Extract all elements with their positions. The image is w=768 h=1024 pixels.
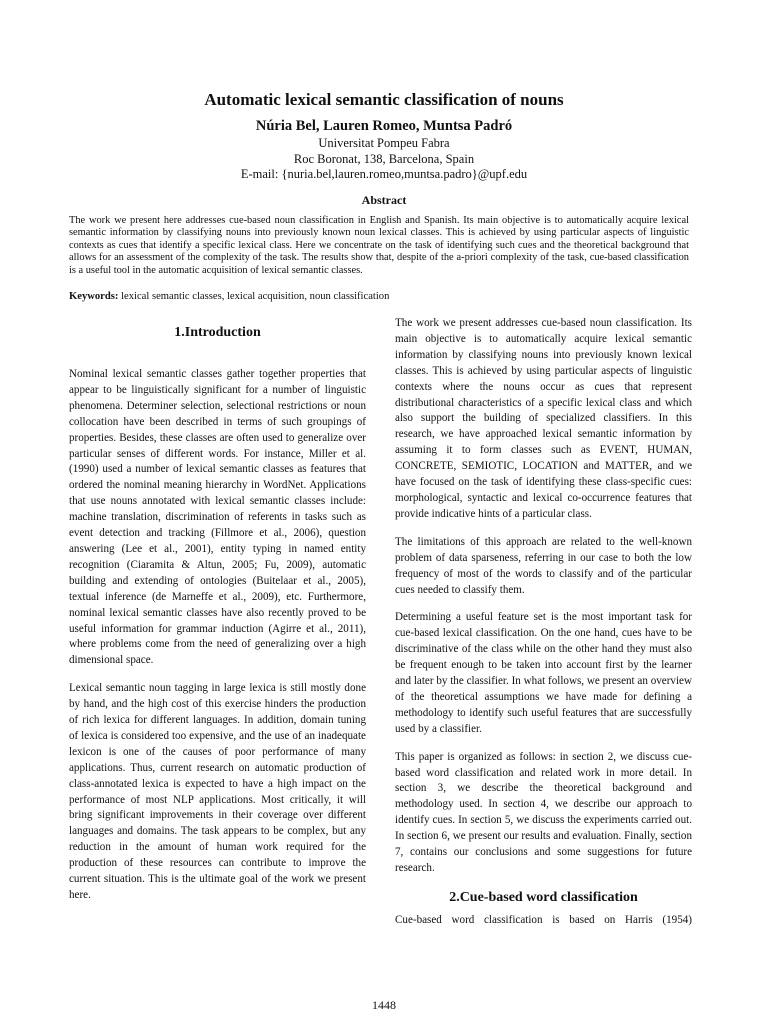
keywords-label: Keywords: — [69, 291, 119, 302]
keywords-line — [69, 290, 689, 304]
right-paragraph-3: Determining a useful feature set is the most important task for cue-based lexical classification. On the one hand, cues have to be discriminative of the class while on the other hand they must also be frequent enough to be taken into account first by the learner and later by the classifier. In what follows, we present an overview of the theoretical assumptions we have made for defining a methodology to identify such useful features that are successfully used by a classifier. — [395, 611, 692, 735]
right-paragraph-2: The limitations of this approach are related to the well-known problem of data sparseness, referring in our case to both the low frequency of most of the words to classify and of the particular cues needed to classify them. — [395, 535, 692, 596]
right-column — [395, 316, 692, 941]
right-paragraph-1: The work we present addresses cue-based noun classification. Its main objective is to automatically acquire lexical semantic information by classifying nouns into previously known lexical classes. This is achieved by using particular aspects of linguistic contexts where the nouns occur as cues that represent distributional characteristics of a specific lexical class and which also support the building of specialized classifiers. In this research, we have approached lexical semantic information by assuming it to form classes such as EVENT, HUMAN, CONCRETE, SEMIOTIC, LOCATION and MATTER, and we have focused on the task of identifying these class-specific cues: morphological, syntactic and lexical co-occurrence features that provide indicative hints of a particular class. — [395, 317, 692, 520]
intro-paragraph-2: Lexical semantic noun tagging in large lexica is still mostly done by hand, and the high cost of this exercise hinders the production of rich lexica for different languages. In addition, domain tuning of lexica is considered too expensive, and the use of an inadequate lexicon is one of the causes of poor performance of many applications. Thus, current research on automatic production of class-annotated lexica is expected to have a high impact on the performance of most NLP applications. Most critically, it will bring significant improvements in their coverage over different languages and domains. The task appears to be complex, but any reduction in the amount of human work required for the production of these resources can contribute to improve the current situation. This is the ultimate goal of the work we present here. — [69, 682, 366, 901]
author-list: Núria Bel, Lauren Romeo, Muntsa Padró — [255, 118, 513, 134]
right-paragraph-4: This paper is organized as follows: in section 2, we discuss cue-based word classification and related work in more detail. In section 3, we describe the theoretical background and methodology used. In section 4, we describe our approach to identify cues. In section 5, we discuss the experiments carried out. In section 6, we present our results and evaluation. Finally, section 7, contains our conclusions and some suggestions for future research. — [395, 750, 692, 874]
abstract-heading: Abstract — [361, 193, 407, 207]
keywords-text: lexical semantic classes, lexical acquisition, noun classification — [121, 291, 390, 302]
affiliation-address: Roc Boronat, 138, Barcelona, Spain — [293, 152, 475, 166]
abstract-text: The work we present here addresses cue-based noun classification in English and Spanish. Its main objective is to automatically acquire lexical semantic information by classifying nouns into previously known noun lexical classes. This is achieved by using particular aspects of linguistic contexts as cues that identify a specific lexical class. Here we concentrate on the task of identifying such cues and the theoretical background that allows for an assessment of the complexity of the task. The results show that, despite of the a-priori complexity of the task, cue-based classification is a useful tool in the automatic acquisition of lexical semantic classes. — [69, 215, 689, 276]
section-2-first-line: Cue-based word classification is based on Harris (1954) — [395, 913, 692, 926]
intro-paragraph-1: Nominal lexical semantic classes gather together properties that appear to be linguistically significant for a number of linguistic phenomena. Determiner selection, selectional restrictions or noun collocation have been described in terms of such groupings of properties. Besides, these classes are often used to generalize over particular senses of different words. For instance, Miller et al. (1990) used a number of lexical semantic classes as features that ordered the nominal meaning hierarchy in WordNet. Applications that use nouns annotated with lexical semantic classes include: machine translation, discrimination of referents in tasks such as event detection and tracking (Fillmore et al., 2006), question answering (Lee et al., 2001), entity typing in named entity recognition (Ciaramita & Altun, 2005; Fu, 2009), automatic building and extending of ontologies (Buitelaar et al., 2005), textual inference (de Marneffe et al., 2009), etc. Furthermore, nominal lexical semantic classes have also recently proved to be useful information for grammar induction (Agirre et al., 2011), where problems come from the need of generalizing over a high dimensional space. — [69, 368, 366, 667]
affiliation-institution: Universitat Pompeu Fabra — [318, 136, 450, 150]
section-2-heading: 2.Cue-based word classification — [449, 889, 638, 905]
section-1-heading: 1.Introduction — [174, 325, 261, 340]
left-column — [69, 316, 366, 916]
page-number: 1448 — [372, 998, 396, 1012]
paper-title: Automatic lexical semantic classification of nouns — [204, 90, 564, 109]
affiliation-email: E-mail: {nuria.bel,lauren.romeo,muntsa.padro}@upf.edu — [240, 167, 528, 181]
